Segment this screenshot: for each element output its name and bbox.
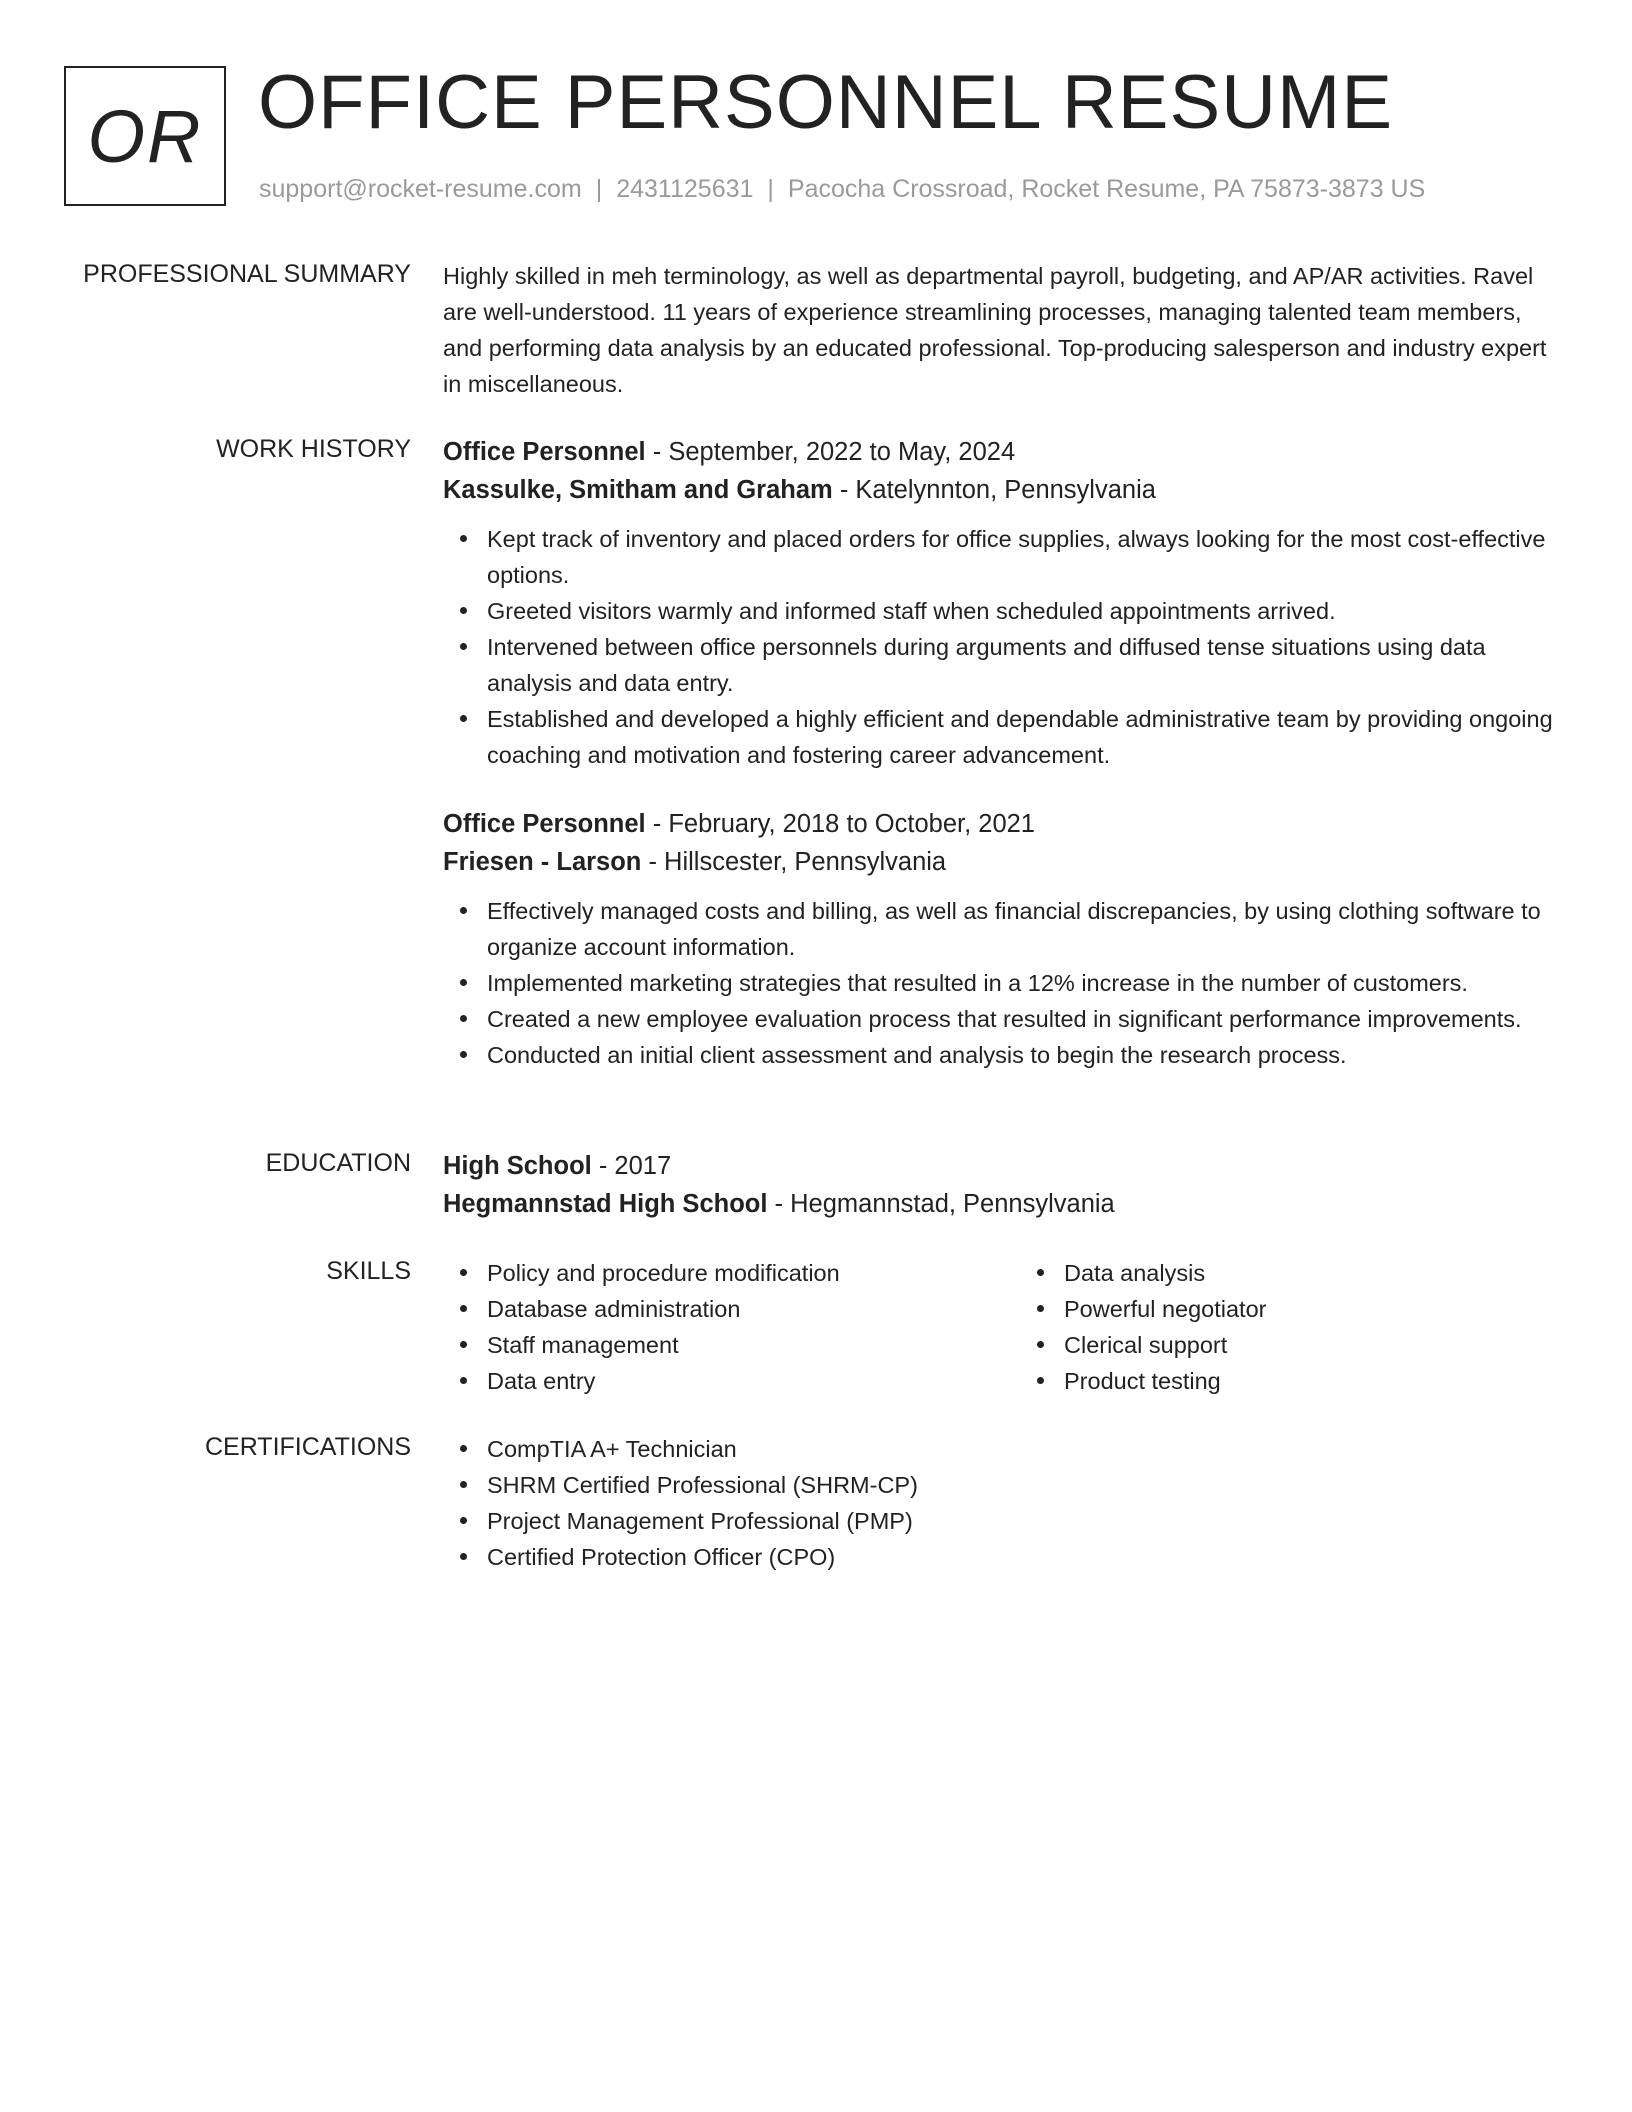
skills-grid: [443, 1255, 1553, 1399]
skill-item: Staff management: [487, 1327, 1020, 1363]
education-location: - Hegmannstad, Pennsylvania: [767, 1190, 1115, 1218]
contact-address: Pacocha Crossroad, Rocket Resume, PA 75873-3873 US: [787, 175, 1426, 203]
job-company-line: [443, 843, 1553, 881]
job-company-line: [443, 471, 1553, 509]
job-location: - Katelynnton, Pennsylvania: [832, 476, 1156, 504]
job-title-line: [443, 805, 1553, 843]
certification-item: Certified Protection Officer (CPO): [487, 1539, 1553, 1575]
skills-body: [443, 1255, 1553, 1399]
education-year: - 2017: [591, 1152, 672, 1180]
job-bullet: Established and developed a highly efficient and dependable administrative team by providing ongoing coaching and motivation and fostering career advancement.: [487, 701, 1553, 773]
contact-separator: |: [767, 175, 774, 203]
contact-phone[interactable]: 2431125631: [616, 175, 754, 203]
job-entry: [443, 433, 1553, 773]
work-history-body: [443, 433, 1553, 1073]
certifications-list: [443, 1431, 1553, 1575]
job-bullet: Intervened between office personnels during arguments and diffused tense situations using data analysis and data entry.: [487, 629, 1553, 701]
summary-text: Highly skilled in meh terminology, as well as departmental payroll, budgeting, and AP/AR activities. Ravel are well-understood. 11 years of experience streamlining processes, managing talented team members, and performing data analysis by an educated professional. Top-producing salesperson and industry expert in miscellaneous.: [443, 263, 1547, 397]
summary-body: [443, 258, 1553, 402]
skills-column: [443, 1255, 1020, 1399]
certifications-body: [443, 1431, 1553, 1575]
monogram-initials: OR: [87, 94, 203, 178]
job-title-line: [443, 433, 1553, 471]
skill-item: Data entry: [487, 1363, 1020, 1399]
job-bullet: Created a new employee evaluation process that resulted in significant performance improvements.: [487, 1001, 1553, 1037]
job-bullets: [443, 521, 1553, 773]
skill-item: Data analysis: [1064, 1255, 1553, 1291]
skills-column: [1020, 1255, 1553, 1399]
skill-item: Powerful negotiator: [1064, 1291, 1553, 1327]
education-degree: High School: [443, 1152, 592, 1180]
skill-item: Database administration: [487, 1291, 1020, 1327]
certification-item: CompTIA A+ Technician: [487, 1431, 1553, 1467]
education-school: Hegmannstad High School: [443, 1190, 768, 1218]
education-body: [443, 1147, 1553, 1223]
job-company: Kassulke, Smitham and Graham: [443, 476, 833, 504]
contact-email[interactable]: support@rocket-resume.com: [259, 175, 582, 203]
certification-item: Project Management Professional (PMP): [487, 1503, 1553, 1539]
certification-item: SHRM Certified Professional (SHRM-CP): [487, 1467, 1553, 1503]
skill-item: Clerical support: [1064, 1327, 1553, 1363]
section-label-certifications: CERTIFICATIONS: [204, 1433, 411, 1461]
job-location: - Hillscester, Pennsylvania: [641, 848, 947, 876]
job-entry: [443, 805, 1553, 1073]
resume-title: OFFICE PERSONNEL RESUME: [258, 60, 1394, 145]
job-title: Office Personnel: [443, 810, 646, 838]
education-school-line: [443, 1185, 1553, 1223]
skill-item: Policy and procedure modification: [487, 1255, 1020, 1291]
contact-separator: |: [595, 175, 603, 203]
education-degree-line: [443, 1147, 1553, 1185]
job-bullet: Kept track of inventory and placed orders for office supplies, always looking for the most cost-effective options.: [487, 521, 1553, 593]
job-bullet: Greeted visitors warmly and informed staff when scheduled appointments arrived.: [487, 593, 1553, 629]
skill-item: Product testing: [1064, 1363, 1553, 1399]
section-label-education: EDUCATION: [265, 1149, 411, 1177]
job-dates: - September, 2022 to May, 2024: [645, 438, 1016, 466]
section-label-summary: PROFESSIONAL SUMMARY: [83, 260, 411, 288]
contact-line: [259, 174, 1425, 204]
job-bullet: Implemented marketing strategies that resulted in a 12% increase in the number of customers.: [487, 965, 1553, 1001]
job-bullet: Conducted an initial client assessment and analysis to begin the research process.: [487, 1037, 1553, 1073]
job-bullets: [443, 893, 1553, 1073]
section-label-skills: SKILLS: [326, 1257, 411, 1285]
job-title: Office Personnel: [443, 438, 646, 466]
job-company: Friesen - Larson: [443, 848, 642, 876]
job-bullet: Effectively managed costs and billing, as well as financial discrepancies, by using clothing software to organize account information.: [487, 893, 1553, 965]
job-dates: - February, 2018 to October, 2021: [645, 810, 1035, 838]
monogram-box: [64, 66, 226, 206]
section-label-work-history: WORK HISTORY: [216, 435, 411, 463]
